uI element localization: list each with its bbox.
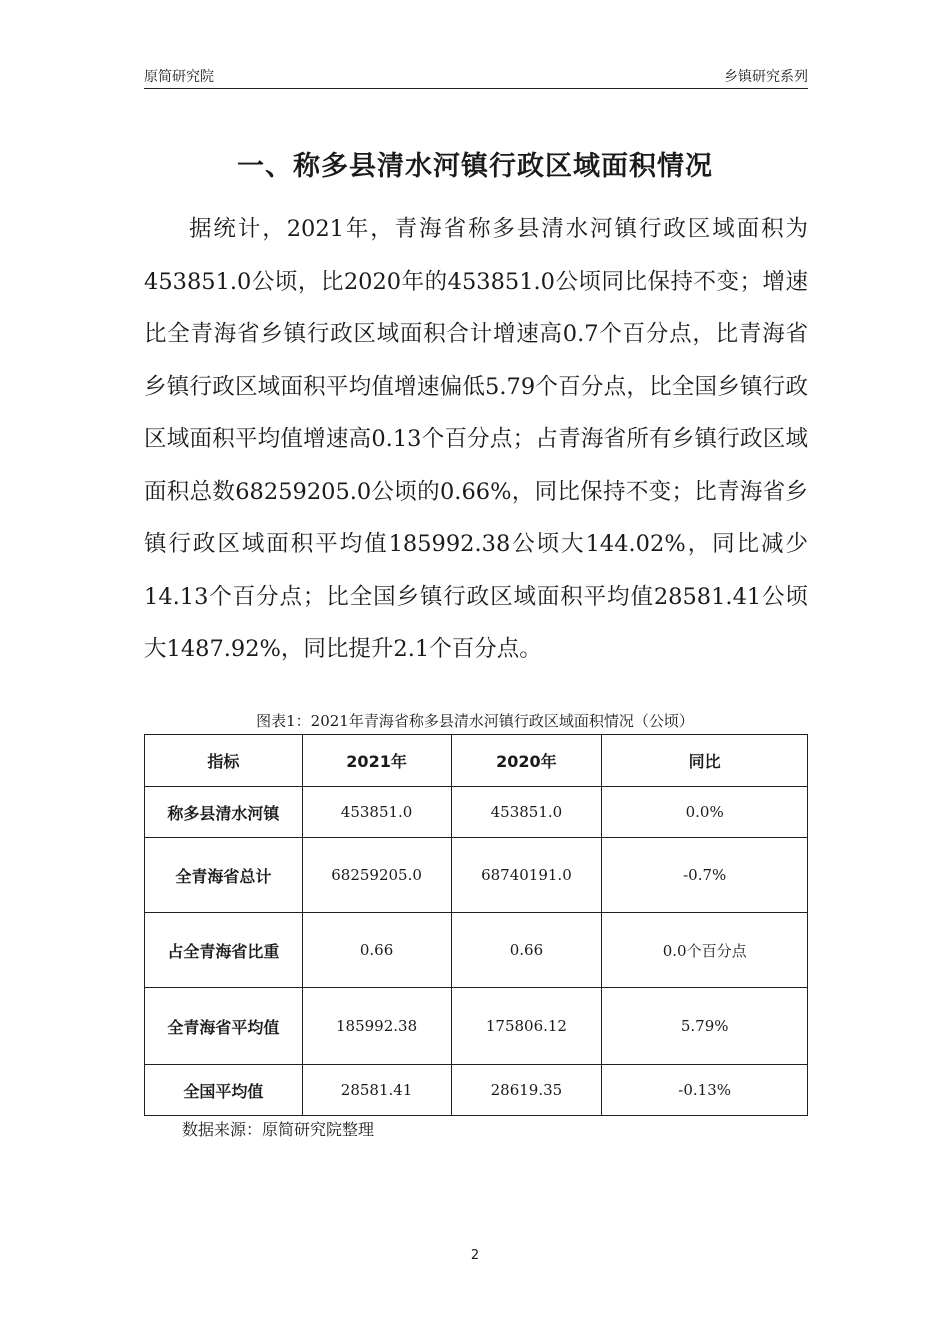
page-header [144,64,808,89]
table-row [145,988,808,1065]
table-row [145,913,808,988]
header-yoy: 同比 [602,735,808,787]
row-label: 全国平均值 [145,1065,303,1116]
cell-2021: 28581.41 [302,1065,451,1116]
table-header-row [145,735,808,787]
cell-2021: 68259205.0 [302,838,451,913]
table-row [145,838,808,913]
area-table [144,734,808,1116]
header-indicator: 指标 [145,735,303,787]
row-label: 全青海省平均值 [145,988,303,1065]
header-2021: 2021年 [302,735,451,787]
row-label: 全青海省总计 [145,838,303,913]
cell-2021: 0.66 [302,913,451,988]
cell-2021: 453851.0 [302,787,451,838]
cell-2020: 175806.12 [451,988,602,1065]
row-label: 占全青海省比重 [145,913,303,988]
header-org-name: 原简研究院 [144,69,214,85]
cell-2020: 453851.0 [451,787,602,838]
cell-2021: 185992.38 [302,988,451,1065]
cell-yoy: -0.13% [602,1065,808,1116]
cell-2020: 28619.35 [451,1065,602,1116]
data-source-note: 数据来源：原简研究院整理 [182,1120,375,1139]
section-title: 一、称多县清水河镇行政区域面积情况 [237,151,713,182]
cell-yoy: 0.0个百分点 [602,913,808,988]
page-number: 2 [470,1248,480,1263]
cell-yoy: -0.7% [602,838,808,913]
cell-yoy: 0.0% [602,787,808,838]
body-paragraph: 据统计，2021年，青海省称多县清水河镇行政区域面积为453851.0公顷，比2020年的453851.0公顷同比保持不变；增速比全青海省乡镇行政区域面积合计增速高0.7个百分点，比青海省乡镇行政区域面积平均值增速偏低5.79个百分点，比全国乡镇行政区域面积平均值增速高0.13个百分点；占青海省所有乡镇行政区域面积总数68259205.0公顷的0.66%，同比保持不变；比青海省乡镇行政区域面积平均值185992.38公顷大144.02%，同比减少14.13个百分点；比全国乡镇行政区域面积平均值28581.41公顷大1487.92%，同比提升2.1个百分点。 [144,216,808,662]
header-series-name: 乡镇研究系列 [724,69,808,85]
row-label: 称多县清水河镇 [145,787,303,838]
table-row [145,1065,808,1116]
cell-yoy: 5.79% [602,988,808,1065]
header-2020: 2020年 [451,735,602,787]
cell-2020: 68740191.0 [451,838,602,913]
table-row [145,787,808,838]
cell-2020: 0.66 [451,913,602,988]
table-caption: 图表1：2021年青海省称多县清水河镇行政区域面积情况（公顷） [256,712,694,730]
